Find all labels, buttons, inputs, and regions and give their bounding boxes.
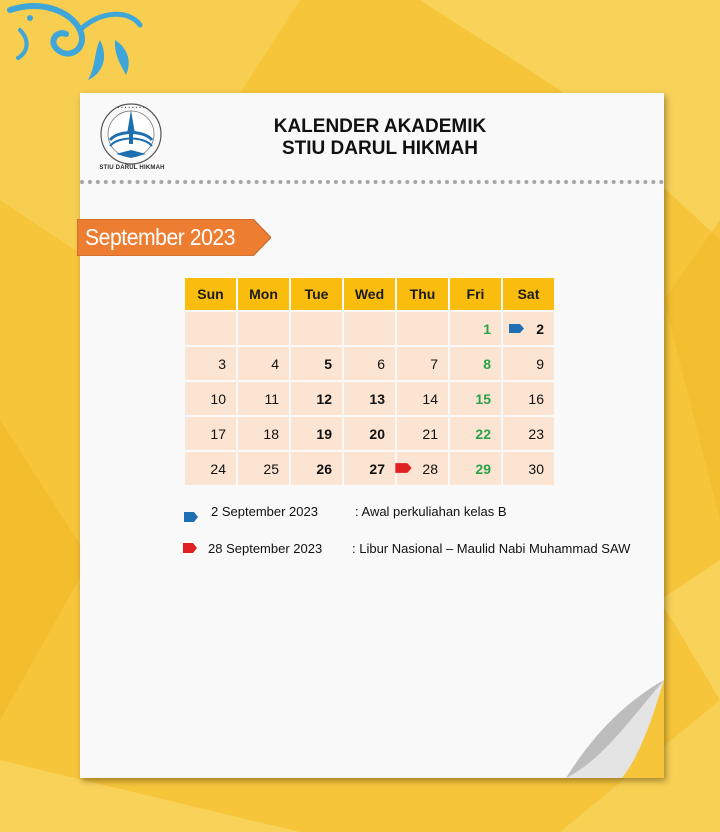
- day-cell: [238, 312, 289, 345]
- day-cell: 25: [238, 452, 289, 485]
- day-cell: 13: [344, 382, 395, 415]
- day-cell: 12: [291, 382, 342, 415]
- calendar-table: [183, 276, 556, 487]
- day-cell: 7: [397, 347, 448, 380]
- day-cell: 26: [291, 452, 342, 485]
- event-description: : Awal perkuliahan kelas B: [355, 504, 507, 519]
- day-cell: 5: [291, 347, 342, 380]
- day-cell: 24: [185, 452, 236, 485]
- weekday-fri: Fri: [450, 278, 501, 310]
- weekday-sat: Sat: [503, 278, 554, 310]
- day-cell: 21: [397, 417, 448, 450]
- title-line-1: KALENDER AKADEMIK: [273, 116, 487, 137]
- day-cell: 20: [344, 417, 395, 450]
- divider: [80, 180, 664, 184]
- swirl-ornament-icon: [0, 0, 150, 90]
- day-cell: [185, 312, 236, 345]
- day-cell: 17: [185, 417, 236, 450]
- day-cell: 4: [238, 347, 289, 380]
- day-cell: 22: [450, 417, 501, 450]
- day-cell: 6: [344, 347, 395, 380]
- day-cell: 14: [397, 382, 448, 415]
- event-date: 2 September 2023: [211, 504, 318, 519]
- week-row: [185, 417, 554, 450]
- weekday-mon: Mon: [238, 278, 289, 310]
- weekday-sun: Sun: [185, 278, 236, 310]
- day-cell: 19: [291, 417, 342, 450]
- day-cell: [291, 312, 342, 345]
- page-title: [200, 116, 560, 160]
- title-line-2: STIU DARUL HIKMAH: [282, 138, 478, 159]
- day-cell: 30: [503, 452, 554, 485]
- day-cell: 9: [503, 347, 554, 380]
- day-cell: 11: [238, 382, 289, 415]
- blue-flag-icon: [184, 512, 198, 522]
- week-row: [185, 312, 554, 345]
- day-cell: [397, 312, 448, 345]
- week-row: [185, 452, 554, 485]
- weekday-header-row: [185, 278, 554, 310]
- day-cell: 16: [503, 382, 554, 415]
- day-cell: 3: [185, 347, 236, 380]
- day-cell: 23: [503, 417, 554, 450]
- blue-flag-icon: [509, 323, 524, 334]
- day-cell: 27: [344, 452, 395, 485]
- week-row: [185, 382, 554, 415]
- month-label: September 2023: [85, 224, 236, 250]
- svg-text:• • • • • • • •: • • • • • • • •: [117, 105, 145, 110]
- red-flag-icon: [395, 462, 412, 474]
- event-date: 28 September 2023: [208, 541, 323, 556]
- day-cell: 18: [238, 417, 289, 450]
- day-cell-event: [397, 452, 448, 485]
- day-cell: 8: [450, 347, 501, 380]
- day-cell: 29: [450, 452, 501, 485]
- weekday-tue: Tue: [291, 278, 342, 310]
- weekday-wed: Wed: [344, 278, 395, 310]
- event-description: : Libur Nasional – Maulid Nabi Muhammad SAW: [352, 541, 631, 556]
- day-cell: 15: [450, 382, 501, 415]
- red-flag-icon: [183, 543, 197, 553]
- week-row: [185, 347, 554, 380]
- day-cell: 1: [450, 312, 501, 345]
- day-number: 2: [536, 320, 544, 337]
- day-number: 28: [422, 460, 438, 477]
- day-cell: [344, 312, 395, 345]
- day-cell: 10: [185, 382, 236, 415]
- weekday-thu: Thu: [397, 278, 448, 310]
- logo-caption: STIU DARUL HIKMAH: [99, 165, 165, 171]
- day-cell-event: [503, 312, 554, 345]
